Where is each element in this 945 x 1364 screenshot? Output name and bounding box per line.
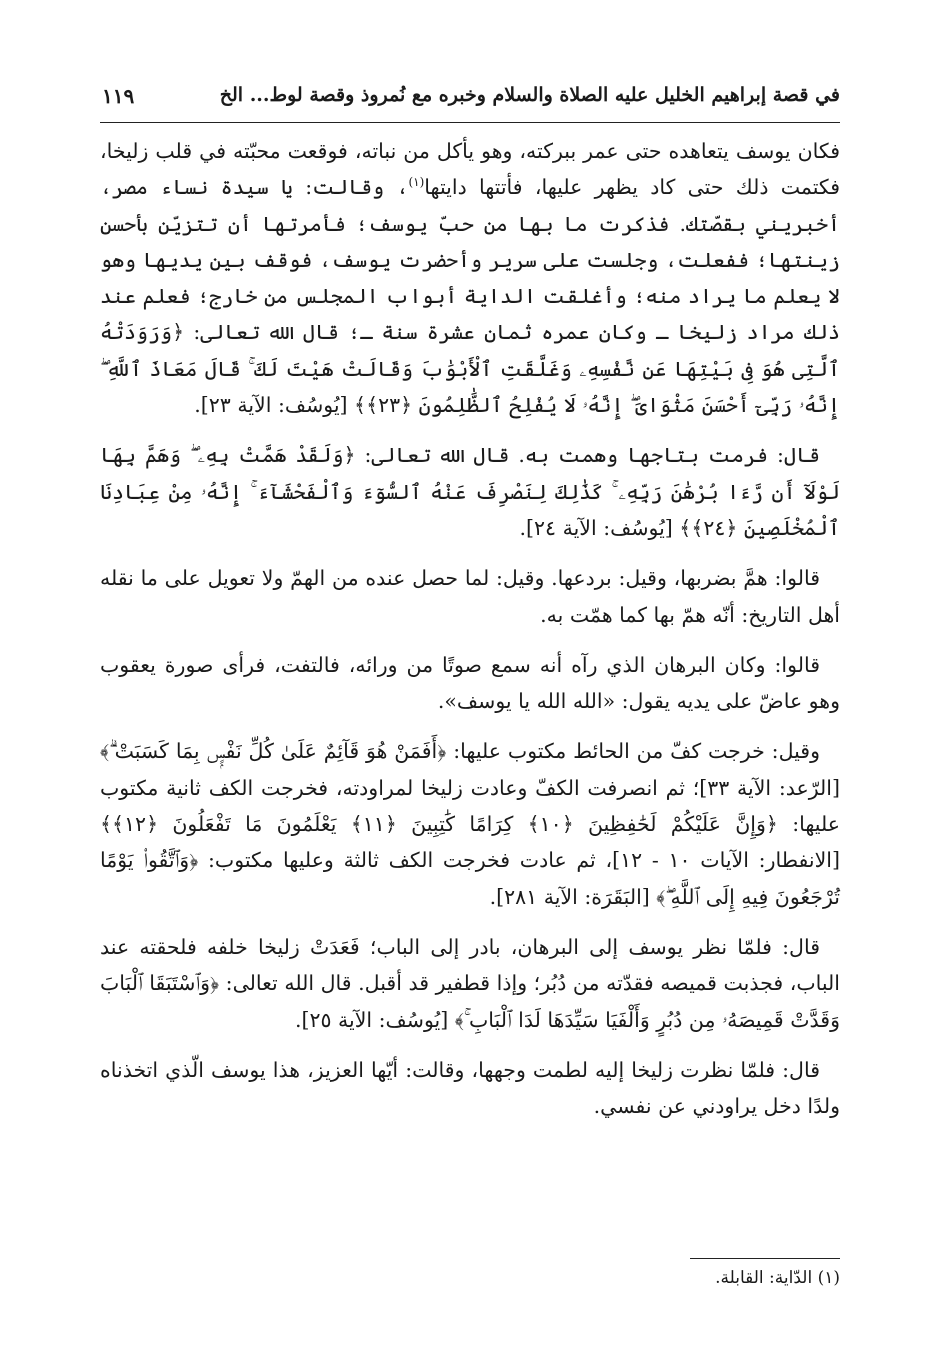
paragraph-3: قالوا: همَّ بضربها، وقيل: بردعها. وقيل: لما حصل عنده من الهمّ ولا تعويل على ما نقله أهل التاريخ: أنّه همّ بها كما همّت به. bbox=[100, 566, 840, 627]
paragraph-1-text-after: ، وقالت: يا سيدة نساء مصر، أخبريني بقصّتك. فذكرت ما بها من حبّ يوسف؛ فأمرتها أن تتزيّن بأحسن زينتها؛ ففعلت، وجلست على سرير وأحضرت يوسف، فوقف بين يديها وهو لا يعلم ما يراد منه؛ وأغلقت الداية أبواب المجلس من خارج؛ فعلم عند ذلك مراد زليخا ـ وكان عمره ثمان عشرة سنة ـ؛ قال الله تعالى: ﴿وَرَوَدَتْهُ ٱلَّتِى هُوَ فِى بَيْتِهَا عَن نَّفْسِهِۦ وَغَلَّقَتِ ٱلْأَبْوَٰبَ وَقَالَتْ هَيْتَ لَكَ ۚ قَالَ مَعَاذَ ٱللَّهِ ۖ إِنَّهُۥ رَبِّىٓ أَحْسَنَ مَثْوَاىَ ۖ إِنَّهُۥ لَا يُفْلِحُ ٱلظَّٰلِمُونَ ﴿٢٣﴾﴾ [يُوسُف: الآية ٢٣]. bbox=[100, 175, 840, 418]
footnote-reference[interactable]: (١) bbox=[408, 175, 425, 190]
paragraph-2: قال: فرمت بتاجها وهمت به. قال الله تعالى: ﴿وَلَقَدْ هَمَّتْ بِهِۦ ۖ وَهَمَّ بِهَا لَوْلَآ أَن رَّءَا بُرْهَٰنَ رَبِّهِۦ ۚ كَذَٰلِكَ لِنَصْرِفَ عَنْهُ ٱلسُّوٓءَ وَٱلْفَحْشَآءَ ۚ إِنَّهُۥ مِنْ عِبَادِنَا ٱلْمُخْلَصِينَ ﴿٢٤﴾﴾ [يُوسُف: الآية ٢٤]. bbox=[100, 443, 840, 540]
footnote-divider bbox=[690, 1258, 840, 1259]
document-page bbox=[100, 82, 841, 1288]
header-title: في قصة إبراهيم الخليل عليه الصلاة والسلام وخبره مع نُمروذ وقصة لوط... الخ bbox=[219, 84, 840, 106]
paragraph-6: قال: فلمّا نظر يوسف إلى البرهان، بادر إلى الباب؛ فَعَدَتْ زليخا خلفه فلحقته عند الباب، فجذبت قميصه فقدّته من دُبُر؛ وإذا قطفير قد أقبل. قال الله تعالى: ﴿وَٱسْتَبَقَا ٱلْبَابَ وَقَدَّتْ قَمِيصَهُۥ مِن دُبُرٍ وَأَلْفَيَا سَيِّدَهَا لَدَا ٱلْبَابِ ۚ﴾ [يُوسُف: الآية ٢٥]. bbox=[100, 934, 840, 1032]
footnote: (١) الدّاية: القابلة. bbox=[715, 1268, 840, 1288]
body-text bbox=[100, 133, 840, 1124]
paragraph-1-text-before: فكان يوسف يتعاهده حتى عمر ببركته، وهو يأكل من نباته، فوقعت محبّته في قلب زليخا، فكتمت ذلك حتى كاد يظهر عليها، فأتتها دايتها bbox=[100, 139, 840, 200]
running-header bbox=[100, 82, 840, 123]
paragraph-7: قال: فلمّا نظرت زليخا إليه لطمت وجهها، وقالت: أيّها العزيز، هذا يوسف الّذي اتخذناه ولدًا دخل يراودني عن نفسي. bbox=[100, 1057, 840, 1119]
paragraph-1 bbox=[100, 133, 840, 423]
paragraph-5: وقيل: خرجت كفّ من الحائط مكتوب عليها: ﴿أَفَمَنْ هُوَ قَآئِمٌ عَلَىٰ كُلِّ نَفْسٍۭ بِمَا كَسَبَتْ ۗ﴾ [الرّعد: الآية ٣٣]؛ ثم انصرفت الكفّ وعادت زليخا لمراودته، فخرجت الكف ثانية مكتوب عليها: ﴿وَإِنَّ عَلَيْكُمْ لَحَٰفِظِينَ ﴿١٠﴾ كِرَامًا كَٰتِبِينَ ﴿١١﴾ يَعْلَمُونَ مَا تَفْعَلُونَ ﴿١٢﴾﴾ [الانفطار: الآيات ١٠ - ١٢]، ثم عادت فخرجت الكف ثالثة وعليها مكتوب: ﴿وَٱتَّقُوا۟ يَوْمًا تُرْجَعُونَ فِيهِ إِلَى ٱللَّهِ ۖ﴾ [البَقَرَة: الآية ٢٨١]. bbox=[100, 739, 841, 909]
page-number: ١١٩ bbox=[102, 84, 135, 108]
paragraph-4: قالوا: وكان البرهان الذي رآه أنه سمع صوتًا من ورائه، فالتفت، فرأى صورة يعقوب وهو عاضّ على يديه يقول: «الله الله يا يوسف». bbox=[100, 652, 840, 714]
